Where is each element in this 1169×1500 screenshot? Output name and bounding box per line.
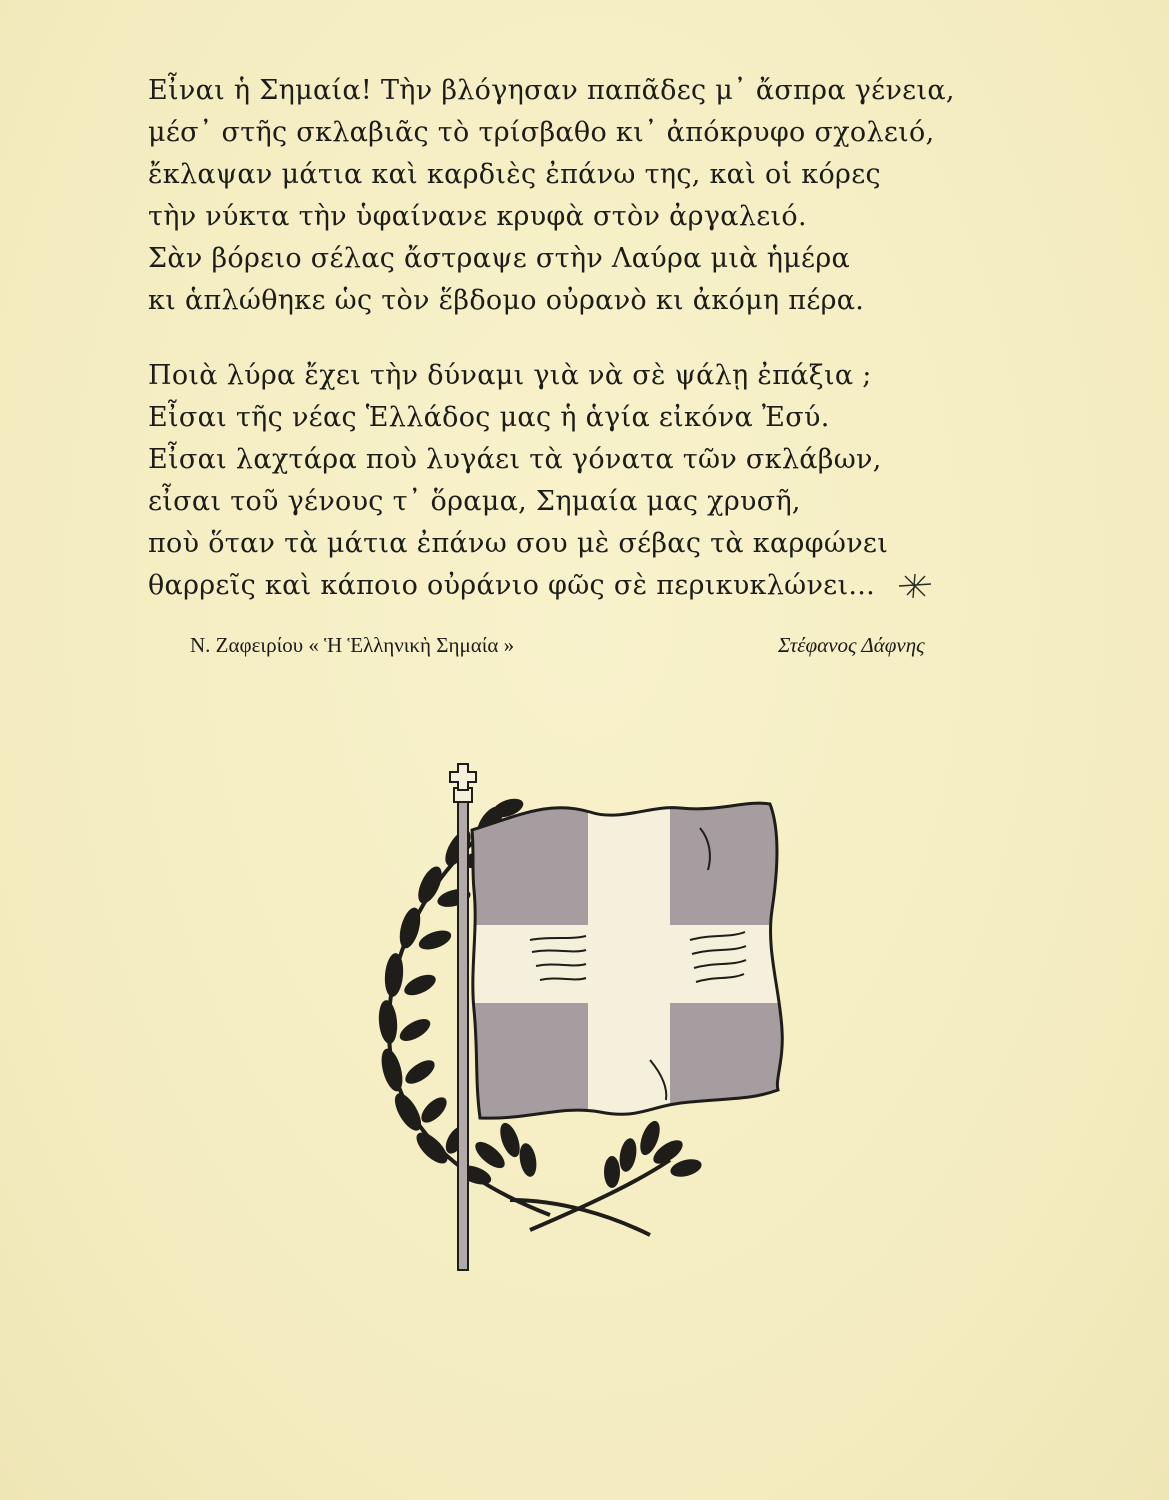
verse-line: Εἶσαι λαχτάρα ποὺ λυγάει τὰ γόνατα τῶν σκλάβων, (148, 444, 882, 475)
stanza-1 (148, 70, 1028, 322)
verse-line: τὴν νύκτα τὴν ὑφαίνανε κρυφὰ στὸν ἀργαλειό. (148, 201, 807, 232)
verse-line: ἔκλαψαν μάτια καὶ καρδιὲς ἐπάνω της, καὶ οἱ κόρες (148, 159, 881, 190)
verse-line: ποὺ ὅταν τὰ μάτια ἐπάνω σου μὲ σέβας τὰ καρφώνει (148, 528, 889, 559)
flag-wreath-illustration (350, 760, 820, 1280)
verse-line: Σὰν βόρειο σέλας ἄστραψε στὴν Λαύρα μιὰ ἡμέρα (148, 243, 851, 274)
author-name: Στέφανος Δάφνης (778, 633, 925, 657)
verse-line: μέσ᾽ στῆς σκλαβιᾶς τὸ τρίσβαθο κι᾽ ἀπόκρυφο σχολειό, (148, 117, 935, 148)
source-attribution: Ν. Ζαφειρίου « Ἡ Ἑλληνικὴ Σημαία » (190, 633, 515, 657)
verse-line: κι ἁπλώθηκε ὡς τὸν ἕβδομο οὐρανὸ κι ἀκόμη πέρα. (148, 285, 865, 316)
poem (148, 70, 1028, 607)
asterisk-ornament-icon (895, 570, 935, 600)
verse-line: Εἶναι ἡ Σημαία! Τὴν βλόγησαν παπᾶδες μ᾽ ἄσπρα γένεια, (148, 75, 955, 106)
verse-line: εἶσαι τοῦ γένους τ᾽ ὅραμα, Σημαία μας χρυσῆ, (148, 486, 801, 517)
greek-flag-icon (460, 790, 800, 1130)
verse-line: Εἶσαι τῆς νέας Ἑλλάδος μας ἡ ἁγία εἰκόνα Ἐσύ. (148, 402, 830, 433)
verse-line: Ποιὰ λύρα ἔχει τὴν δύναμι γιὰ νὰ σὲ ψάλῃ ἐπάξια ; (148, 360, 872, 391)
verse-line: θαρρεῖς καὶ κάποιο οὐράνιο φῶς σὲ περικυκλώνει... (148, 570, 875, 601)
cross-finial-icon (450, 764, 476, 790)
